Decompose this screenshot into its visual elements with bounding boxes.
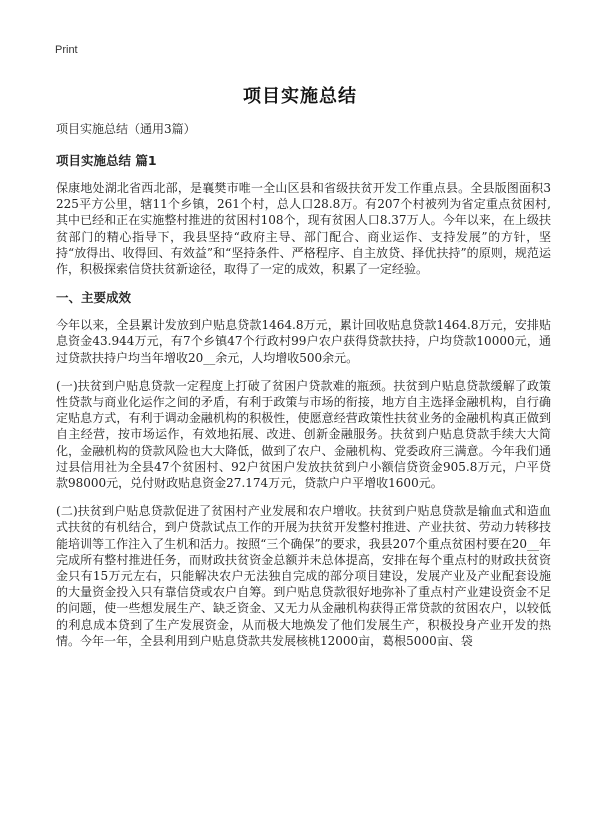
results-paragraph-1: 今年以来，全县累计发放到户贴息贷款1464.8万元，累计回收贴息贷款1464.8万元，安排贴息资金43.944万元，有7个乡镇47个行政村99户农户获得贷款扶持，户均贷款10000元，通过贷款扶持户均当年增收20__余元，人均增收500余元。 [56,318,551,365]
part-heading: 项目实施总结 篇1 [56,153,157,168]
intro-paragraph: 保康地处湖北省西北部，是襄樊市唯一全山区县和省级扶贫开发工作重点县。全县版图面积3225平方公里，辖11个乡镇，261个村，总人口28.8万。有207个村被列为省定重点贫困村,其中已经和正在实施整村推进的贫困村108个，现有贫困人口8.37万人。今年以来，在上级扶贫部门的精心指导下，我县坚持“政府主导、部门配合、商业运作、支持发展”的方针，坚持“放得出、收得回、有效益”和“坚持条件、严格程序、自主放贷、择优扶持”的原则，规范运作，积极探索信贷扶贫新途径，取得了一定的成效，积累了一定经验。 [56,181,551,277]
section-heading-main-results: 一、主要成效 [56,290,132,306]
results-paragraph-2: (一)扶贫到户贴息贷款一定程度上打破了贫困户贷款难的瓶颈。扶贫到户贴息贷款缓解了政策性贷款与商业化运作之间的矛盾，有利于政策与市场的衔接，地方自主选择金融机构，自行确定贴息方式，有利于调动金融机构的积极性，使愿意经营政策性扶贫业务的金融机构真正做到自主经营，按市场运作，有效地拓展、改进、创新金融服务。扶贫到户贴息贷款手续大大简化，金融机构的贷款风险也大大降低，做到了农户、金融机构、党委政府三满意。今年我们通过县信用社为全县47个贫困村、92户贫困户发放扶贫到户小额信贷资金905.8万元，户平贷款98000元，兑付财政贴息资金27.174万元，贷款户户平增收1600元。 [56,378,551,491]
document-body [56,120,551,661]
document-subtitle: 项目实施总结（通用3篇） [56,122,196,136]
print-link[interactable]: Print [55,44,78,56]
results-paragraph-3: (二)扶贫到户贴息贷款促进了贫困村产业发展和农户增收。扶贫到户贴息贷款是输血式和造血式扶贫的有机结合，到户贷款试点工作的开展为扶贫开发整村推进、产业扶贫、劳动力转移技能培训等工作注入了生机和活力。按照“三个确保”的要求，我县207个重点贫困村要在20__年完成所有整村推进任务，而财政扶贫资金总额并未总体提高，安排在每个重点村的财政扶贫资金只有15万元左右，只能解决农户无法独自完成的部分项目建设，发展产业及产业配套设施的大量资金投入只有靠信贷或农户自筹。到户贴息贷款很好地弥补了重点村产业建设资金不足的问题，使一些想发展生产、缺乏资金、又无力从金融机构获得正常贷款的贫困农户，以较低的利息成本贷到了生产发展资金，从而极大地焕发了他们发展生产，积极投身产业开发的热情。今年一年，全县利用到户贴息贷款共发展核桃12000亩，葛根5000亩、袋 [56,504,551,648]
page-title: 项目实施总结 [243,86,357,107]
